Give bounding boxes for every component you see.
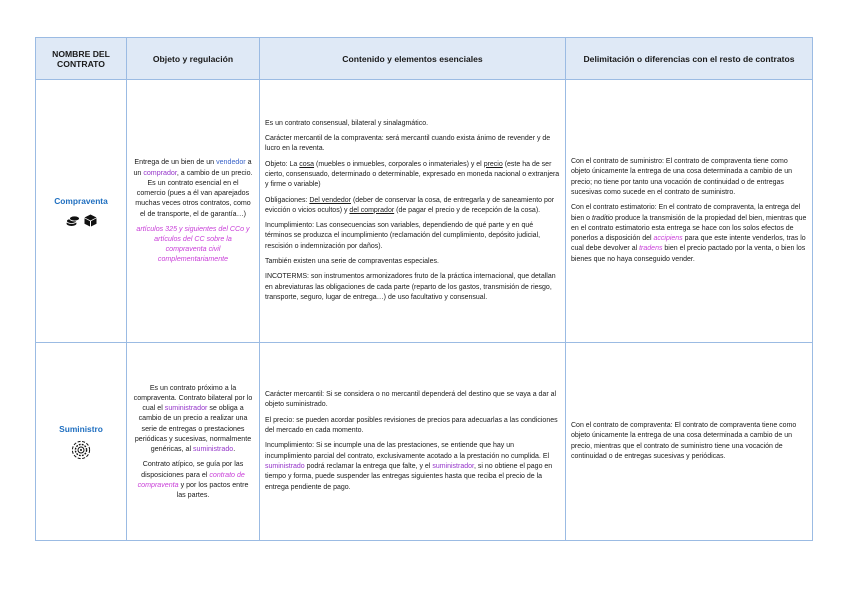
contract-name-cell [36, 80, 127, 343]
header-row [36, 38, 813, 80]
gear-cycle-icon [71, 440, 91, 460]
content-paragraph [265, 441, 560, 492]
text-part: (muebles o inmuebles, corporales o inmateriales) y el [314, 160, 484, 168]
object-text-part: Contrato atípico, se guía por las disposiciones para el [141, 460, 244, 479]
content-paragraph: También existen una serie de compraventas especiales. [265, 258, 439, 266]
object-cell [127, 80, 260, 343]
object-text-part: . [233, 445, 236, 454]
table-row [36, 343, 813, 541]
text-part: (deber de conservar la cosa, de entregarla y de saneamiento por evicción o vicios ocultos) y [265, 196, 555, 214]
term-cosa: cosa [299, 160, 315, 168]
delimitation-paragraph [571, 203, 807, 265]
content-paragraph: Incumplimiento: Las consecuencias son variables, dependiendo de qué parte y en qué términos se produzca el incumplimiento (reclamación del cumplimiento, depósito judicial, rescisión o indemnización por daños). [265, 222, 541, 250]
object-text-part: y por los pactos entre las partes. [176, 480, 249, 499]
term-precio: precio [483, 160, 503, 168]
text-part: Con el contrato estimatorio: En el contrato de compraventa, la entrega del bien o [571, 204, 801, 222]
term-del-vendedor: Del vendedor [309, 196, 351, 204]
term-suministrado: suministrado [265, 462, 305, 470]
term-traditio: traditio [592, 214, 614, 222]
contracts-table [35, 37, 813, 541]
delimitation-cell [566, 80, 813, 343]
text-part: , si no obtiene el pago en tiempo y forma, puede suspender las entregas siguientes hasta que reciba el precio de la entrega pendiente de pago. [265, 462, 553, 491]
object-text-part: , a cambio de un precio. Es un contrato esencial en el comercio (pues a él van aparejados muchas veces otros contratos, como el de transporte, el de garantía…) [135, 168, 253, 218]
object-cell [127, 343, 260, 541]
content-paragraph: Es un contrato consensual, bilateral y sinalagmático. [265, 119, 429, 127]
delimitation-cell [566, 343, 813, 541]
text-part: podrá reclamar la entrega que falte, y el [304, 462, 433, 470]
header-contenido: Contenido y elementos esenciales [260, 38, 566, 80]
content-paragraph: Carácter mercantil de la compraventa: será mercantil cuando exista ánimo de revender y de lucro en la reventa. [265, 135, 551, 153]
term-vendedor: vendedor [216, 158, 246, 167]
text-part: para que este intente venderlos, tras lo cual debe devolver al [571, 235, 806, 253]
term-suministrador: suministrador [432, 462, 474, 470]
text-part: bien el precio pactado por la venta, o bien los bienes que no haya conseguido vender. [571, 245, 806, 263]
box-icon [84, 214, 97, 227]
header-nombre: NOMBRE DEL CONTRATO [36, 38, 127, 80]
text-part: Incumplimiento: Si se incumple una de las prestaciones, se entiende que hay un incumplimiento parcial del contrato, exclusivamente acotado a la prestación no cumplida. El [265, 442, 550, 460]
term-accipiens: accipiens [653, 235, 683, 243]
content-paragraph: El precio: se pueden acordar posibles revisiones de precios para adecuarlas a las condiciones del mercado en cada momento. [265, 416, 558, 435]
text-part: produce la transmisión de la propiedad del bien, mientras que en el contrato estimatorio esta entrega se hace con los solos efectos de ponerlos a disposición del [571, 214, 807, 243]
text-part: Obligaciones: [265, 196, 310, 204]
delimitation-paragraph: Con el contrato de suministro: El contrato de compraventa tiene como objeto únicamente la entrega de una cosa determinada a cambio de un precio; no tiene por tanto una vocación de continuidad o de entregas sucesivas como sucede en el contrato de suministro. [571, 158, 793, 196]
object-text-part: a un [133, 158, 252, 177]
text-part: (este ha de ser cierto, consensuado, determinado o determinable, expresado en moneda nacional o extranjera y firme o variable) [265, 160, 560, 189]
content-paragraph [265, 196, 560, 217]
object-text-part: Entrega de un bien de un [134, 158, 217, 167]
term-comprador: comprador [143, 168, 177, 177]
text-part: (de pagar el precio y de recepción de la cosa). [394, 206, 541, 214]
object-text [133, 383, 253, 454]
object-text-part: Es un contrato próximo a la compraventa. Contrato bilateral por lo cual el [133, 383, 253, 413]
term-tradens: tradens [639, 245, 663, 253]
content-paragraph: INCOTERMS: son instrumentos armonizadores fruto de la práctica internacional, que detallan en abreviaturas las obligaciones de cada parte (reparto de los gastos, transmisión de riesgo, transporte, seguro, lugar de entrega…) de uso facultativo y consensual. [265, 273, 556, 301]
coins-stack-icon [66, 214, 80, 227]
header-delimitacion: Delimitación o diferencias con el resto de contratos [566, 38, 813, 80]
content-paragraph [265, 160, 560, 191]
delimitation-paragraph: Con el contrato de compraventa: El contrato de compraventa tiene como objeto únicamente la entrega de una cosa determinada a cambio de un precio, mientras que el contrato de suministro tiene una vocación de continuidad o de entregas sucesivas y periódicas. [571, 421, 797, 460]
content-paragraph: Carácter mercantil: Si se considera o no mercantil dependerá del destino que se vaya a dar al objeto suministrado. [265, 391, 557, 409]
term-suministrado: suministrado [193, 445, 234, 454]
header-objeto: Objeto y regulación [127, 38, 260, 80]
regulation-text: artículos 325 y siguientes del CCo y artículos del CC sobre la compraventa civil complementariamente [136, 224, 250, 264]
object-text [133, 157, 253, 218]
contract-name-cell [36, 343, 127, 541]
term-suministrador: suministrador [164, 404, 208, 413]
contract-name: Suministro [59, 423, 103, 434]
term-contrato-compraventa: contrato de compraventa [137, 470, 245, 489]
text-part: Objeto: La [265, 160, 300, 168]
object-text-part: se obliga a cambio de un precio a realizar una serie de entregas o prestaciones periódicas y sucesivas, normalmente genéricas, al [134, 404, 252, 454]
content-cell [260, 343, 566, 541]
content-cell [260, 80, 566, 343]
term-del-comprador: del comprador [349, 206, 395, 214]
table-row [36, 80, 813, 343]
contract-name: Compraventa [54, 195, 108, 206]
object-text [133, 459, 253, 500]
